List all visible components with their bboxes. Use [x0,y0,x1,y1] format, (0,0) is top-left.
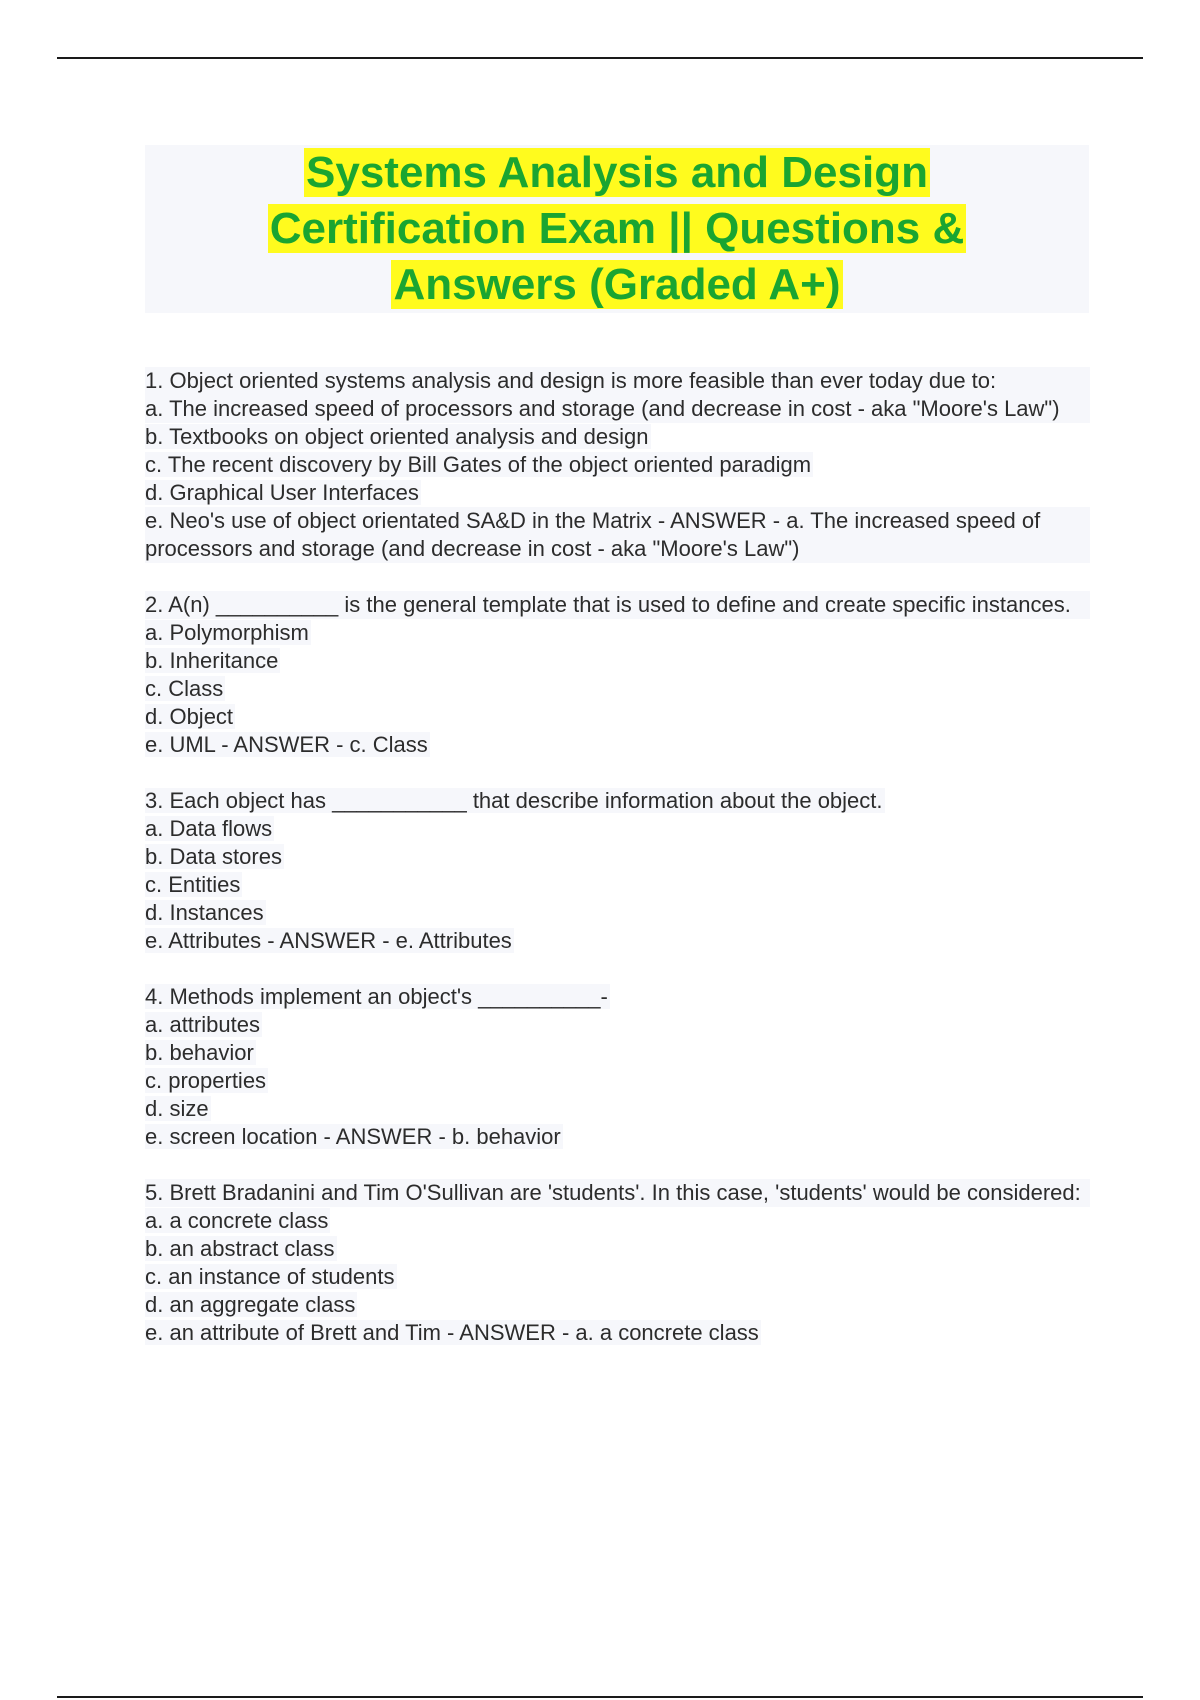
answer-option: c. an instance of students [145,1264,395,1289]
answer-option: d. Instances [145,900,264,925]
title-line: Answers (Graded A+) [393,260,841,309]
answer-option: a. a concrete class [145,1208,329,1233]
answer-option: d. an aggregate class [145,1292,356,1317]
answer-option: d. Object [145,704,234,729]
answer-option: e. screen location - ANSWER - b. behavior [145,1124,561,1149]
answer-option: e. UML - ANSWER - c. Class [145,732,428,757]
answer-option: e. Attributes - ANSWER - e. Attributes [145,928,512,953]
answer-option: a. Polymorphism [145,620,309,645]
answer-option: b. Inheritance [145,648,279,673]
answer-option: d. size [145,1096,209,1121]
question-5 [145,1179,1090,1347]
answer-option: d. Graphical User Interfaces [145,480,419,505]
answer-option: b. behavior [145,1040,254,1065]
question-stem: 2. A(n) __________ is the general template that is used to define and create specific instances. [145,591,1090,619]
question-stem: 4. Methods implement an object's __________- [145,984,608,1009]
answer-option: b. an abstract class [145,1236,335,1261]
title-panel [145,145,1089,313]
answer-option: a. The increased speed of processors and storage (and decrease in cost - aka "Moore's Law") [145,395,1090,423]
answer-option: a. Data flows [145,816,273,841]
answer-option: a. attributes [145,1012,260,1037]
answer-option: b. Textbooks on object oriented analysis and design [145,424,649,449]
answer-option: c. properties [145,1068,267,1093]
question-4 [145,983,1090,1151]
answer-option: c. Entities [145,872,241,897]
question-stem: 5. Brett Bradanini and Tim O'Sullivan are 'students'. In this case, 'students' would be considered: [145,1179,1090,1207]
document-title [145,145,1089,313]
answer-option: e. an attribute of Brett and Tim - ANSWER - a. a concrete class [145,1320,759,1345]
answer-option: e. Neo's use of object orientated SA&D in the Matrix - ANSWER - a. The increased speed of processors and storage (and decrease in cost - aka "Moore's Law") [145,507,1090,563]
title-line: Systems Analysis and Design [306,148,928,197]
question-3 [145,787,1090,955]
question-1 [145,367,1090,563]
question-stem: 3. Each object has ___________ that describe information about the object. [145,788,883,813]
answer-option: b. Data stores [145,844,282,869]
question-stem: 1. Object oriented systems analysis and design is more feasible than ever today due to: [145,367,1090,395]
bottom-rule [57,1696,1143,1698]
question-list [145,367,1090,1375]
question-2 [145,591,1090,759]
answer-option: c. The recent discovery by Bill Gates of the object oriented paradigm [145,452,812,477]
answer-option: c. Class [145,676,224,701]
title-line: Certification Exam || Questions & [269,204,965,253]
top-rule [57,57,1143,59]
